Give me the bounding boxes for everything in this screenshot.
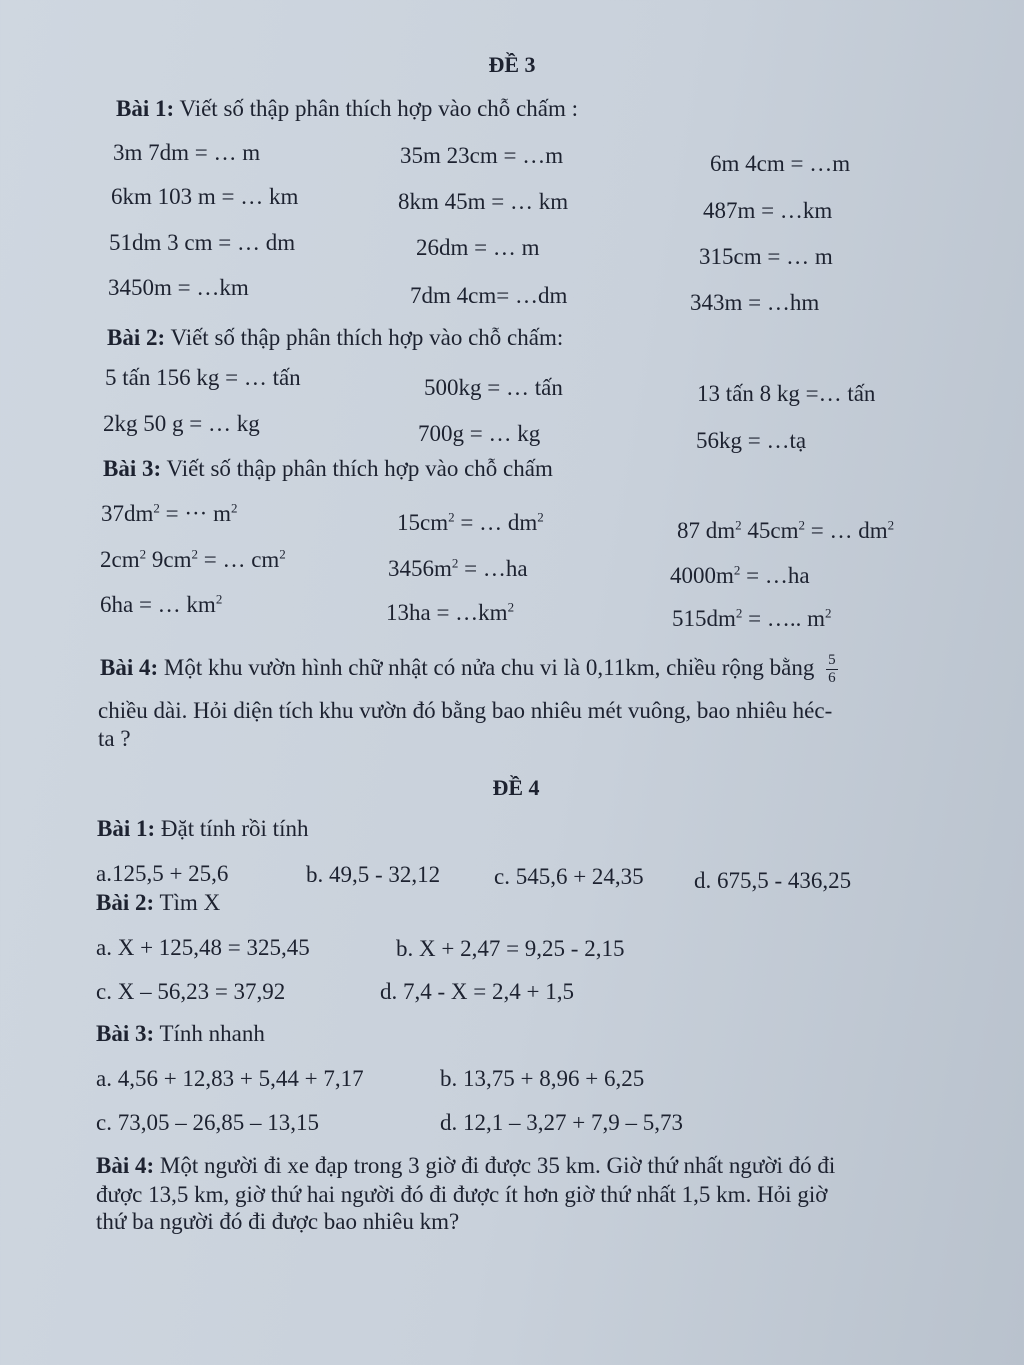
de3-bai1-r3c1: 51dm 3 cm = … dm (109, 230, 296, 255)
de3-bai1-r3c2: 26dm = … m (416, 235, 540, 260)
de4-bai1-item-d: d. 675,5 - 436,25 (694, 868, 852, 893)
de4-bai3-item-a: a. 4,56 + 12,83 + 5,44 + 7,17 (96, 1066, 364, 1091)
de4-bai3-item-d: d. 12,1 – 3,27 + 7,9 – 5,73 (440, 1110, 683, 1135)
de4-bai4-label: Bài 4: (96, 1153, 155, 1178)
de4-bai1-item-b: b. 49,5 - 32,12 (306, 862, 441, 887)
de3-bai3-r3c1: 6ha = … $km^2$ (100, 591, 223, 617)
de3-bai2-heading (107, 325, 563, 351)
de3-bai1-r4c1: 3450m = …km (108, 275, 249, 300)
de3-bai2-r2c2: 700g = … kg (418, 421, 541, 446)
fraction-five-sixths: $\frac{5}{6}$ (828, 652, 836, 686)
de3-bai1-label: Bài 1: (116, 96, 175, 121)
de3-title: ĐỀ 3 (488, 52, 536, 77)
de3-bai2-r1c3: 13 tấn 8 kg =… tấn (697, 381, 876, 406)
de3-bai1-r4c2: 7dm 4cm= …dm (410, 283, 568, 308)
de3-bai1-r2c2: 8km 45m = … km (398, 189, 569, 214)
de3-bai2-text: Viết số thập phân thích hợp vào chỗ chấm: (170, 325, 564, 350)
de4-bai3-item-c: c. 73,05 – 26,85 – 13,15 (96, 1110, 319, 1135)
de4-bai1-heading (97, 816, 308, 842)
de3-bai3-heading (103, 456, 553, 482)
de4-title: ĐỀ 4 (492, 775, 540, 800)
de3-bai2-r1c2: 500kg = … tấn (424, 375, 563, 400)
de3-bai2-r2c1: 2kg 50 g = … kg (103, 411, 260, 436)
de4-bai2-item-c: c. X – 56,23 = 37,92 (96, 979, 286, 1004)
de4-bai2-heading (96, 890, 220, 916)
de3-bai4-line3: ta ? (98, 726, 131, 751)
de3-bai3-label: Bài 3: (103, 456, 162, 481)
de4-bai2-label: Bài 2: (96, 890, 155, 915)
de3-bai1-r1c2: 35m 23cm = …m (400, 143, 564, 168)
de4-bai2-text: Tìm X (159, 890, 221, 915)
de4-bai1-label: Bài 1: (97, 816, 156, 841)
de4-bai4-line3: thứ ba người đó đi được bao nhiêu km? (96, 1209, 460, 1234)
de3-bai2-label: Bài 2: (107, 325, 166, 350)
de4-bai2-item-d: d. 7,4 - X = 2,4 + 1,5 (380, 979, 574, 1004)
de3-bai2-r2c3: 56kg = …tạ (696, 428, 807, 453)
de3-bai1-heading (116, 96, 578, 122)
de3-bai4-text1: Một khu vườn hình chữ nhật có nửa chu vi là 0,11km, chiều rộng bằng (163, 654, 815, 680)
de3-bai3-r2c3: $4000m^2$ = …ha (670, 562, 810, 588)
de3-bai3-r1c3: 87 $dm^2$ $45cm^2$ = … $dm^2$ (677, 517, 895, 543)
de4-bai3-heading (96, 1021, 265, 1047)
de4-bai3-label: Bài 3: (96, 1021, 155, 1046)
de3-bai4-line2: chiều dài. Hỏi diện tích khu vườn đó bằng bao nhiêu mét vuông, bao nhiêu héc- (98, 698, 833, 723)
de4-bai1-text: Đặt tính rồi tính (160, 816, 309, 841)
de4-bai2-item-b: b. X + 2,47 = 9,25 - 2,15 (396, 936, 625, 961)
de3-bai3-r1c1: $37dm^2$ = ··· $m^2$ (101, 500, 238, 526)
de4-bai4-line1 (96, 1153, 835, 1179)
de3-bai1-text: Viết số thập phân thích hợp vào chỗ chấm : (179, 96, 578, 121)
de3-bai3-r2c1: $2cm^2$ $9cm^2$ = … $cm^2$ (100, 546, 286, 572)
de3-bai3-r1c2: $15cm^2$ = … $dm^2$ (397, 509, 544, 535)
de3-bai1-r2c1: 6km 103 m = … km (111, 184, 299, 209)
de4-bai3-item-b: b. 13,75 + 8,96 + 6,25 (440, 1066, 645, 1091)
de3-bai1-r2c3: 487m = …km (703, 198, 833, 223)
de4-bai3-text: Tính nhanh (159, 1021, 265, 1046)
de4-bai1-item-a: a.125,5 + 25,6 (96, 861, 229, 886)
de3-bai1-r1c1: 3m 7dm = … m (113, 140, 261, 165)
de4-bai4-line2: được 13,5 km, giờ thứ hai người đó đi được ít hơn giờ thứ nhất 1,5 km. Hỏi giờ (96, 1182, 828, 1207)
de3-bai4-line1 (100, 652, 838, 687)
de3-bai4-label: Bài 4: (100, 654, 159, 680)
de4-bai1-item-c: c. 545,6 + 24,35 (494, 864, 644, 889)
de3-bai3-r3c3: $515dm^2$ = ….. $m^2$ (672, 605, 832, 631)
de4-bai2-item-a: a. X + 125,48 = 325,45 (96, 935, 310, 960)
de3-bai1-r4c3: 343m = …hm (690, 290, 820, 315)
de3-bai3-r2c2: $3456m^2$ = …ha (388, 555, 528, 581)
de3-bai3-text: Viết số thập phân thích hợp vào chỗ chấm (166, 456, 553, 481)
de3-bai1-r3c3: 315cm = … m (699, 244, 833, 269)
de3-bai2-r1c1: 5 tấn 156 kg = … tấn (105, 365, 301, 390)
de3-bai3-r3c2: $13ha = \dots km^2$ (386, 599, 515, 625)
de3-bai1-r1c3: 6m 4cm = …m (710, 151, 851, 176)
de4-bai4-text1: Một người đi xe đạp trong 3 giờ đi được 35 km. Giờ thứ nhất người đó đi (159, 1153, 836, 1178)
